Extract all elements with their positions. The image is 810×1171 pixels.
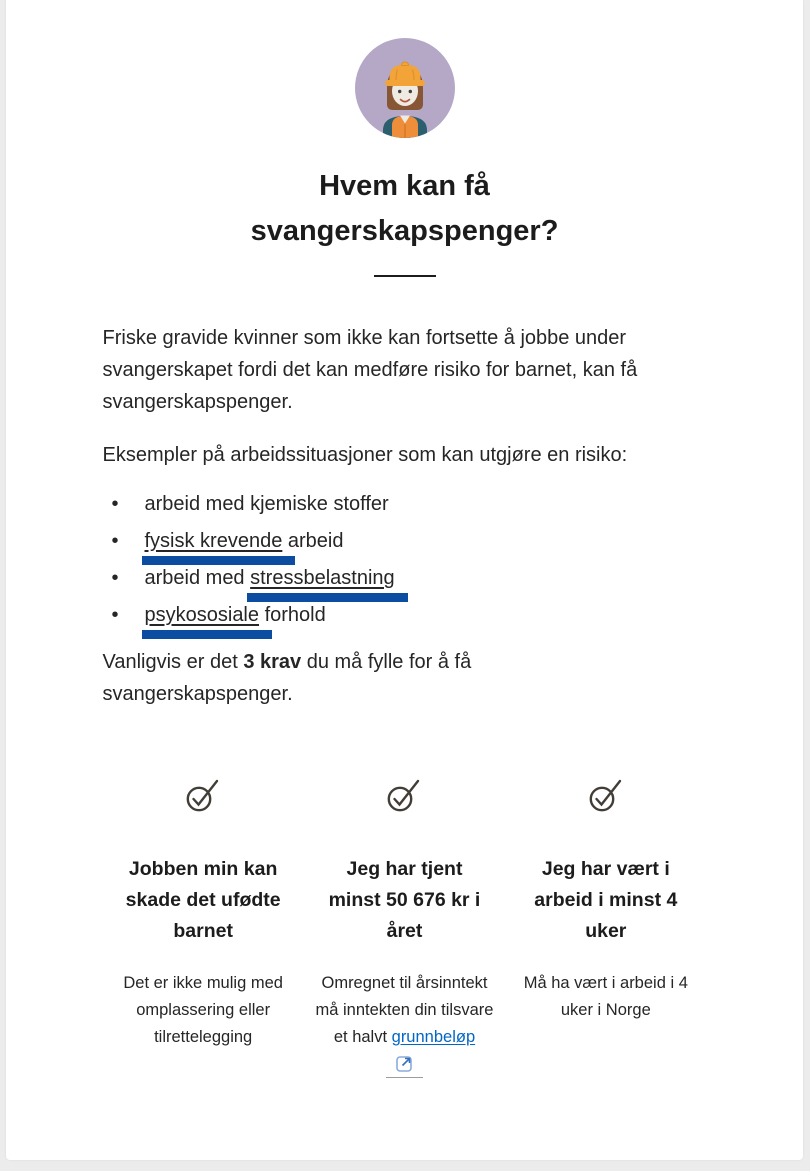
requirement-title: Jobben min kan skade det ufødte barnet	[125, 858, 281, 942]
title-divider	[374, 275, 436, 277]
page-title: Hvem kan få svangerskapspenger?	[250, 170, 559, 247]
list-item	[103, 601, 707, 630]
requirements-count: 3 krav	[243, 651, 302, 673]
check-circle-icon	[185, 776, 221, 814]
grunnbelop-link-icon-line[interactable]	[386, 1051, 423, 1078]
requirements-intro-text: Vanligvis er det	[102, 651, 244, 673]
external-link-icon[interactable]	[394, 1053, 415, 1074]
requirement-card-work-weeks	[505, 776, 706, 1087]
check-circle-icon	[588, 776, 624, 814]
requirement-title: Jeg har tjent minst 50 676 kr i året	[328, 858, 481, 942]
list-item	[103, 527, 707, 556]
requirement-card-income	[304, 776, 505, 1087]
list-item-text: arbeid med kjemiske stoffer	[144, 493, 389, 515]
requirements-intro	[103, 646, 663, 710]
requirement-description	[313, 970, 495, 1087]
list-item	[103, 564, 707, 593]
list-item-text: arbeid med	[144, 567, 251, 589]
requirement-description: Må ha vært i arbeid i 4 uker i Norge	[523, 974, 688, 1019]
requirements-row	[103, 776, 707, 1087]
requirement-description-text: Omregnet til årsinntekt må inntekten din tilsvare et halvt	[315, 974, 494, 1046]
examples-paragraph: Eksempler på arbeidssituasjoner som kan utgjøre en risiko:	[102, 444, 628, 466]
requirement-title: Jeg har vært i arbeid i minst 4 uker	[534, 858, 678, 942]
annotated-term-psykososiale[interactable]: psykososiale	[144, 604, 260, 626]
requirement-description: Det er ikke mulig med omplassering eller tilrettelegging	[123, 974, 283, 1046]
list-item	[103, 490, 707, 519]
list-item-text: arbeid	[282, 530, 344, 552]
construction-worker-avatar	[355, 38, 455, 138]
content-card	[6, 0, 803, 1160]
grunnbelop-link[interactable]: grunnbeløp	[391, 1028, 476, 1046]
requirements-intro-text-tail: du må fylle for å få svangerskapspenger.	[102, 651, 472, 705]
check-circle-icon	[386, 776, 422, 814]
requirement-card-job-risk	[103, 776, 304, 1087]
annotated-term-fysisk-krevende[interactable]: fysisk krevende	[144, 530, 283, 552]
intro-paragraph: Friske gravide kvinner som ikke kan fortsette å jobbe under svangerskapet fordi det kan medføre risiko for barnet, kan få svangerskapspenger.	[102, 327, 638, 413]
risk-examples-list	[103, 490, 707, 630]
article-body	[103, 322, 707, 1087]
annotated-term-stressbelastning[interactable]: stressbelastning	[250, 567, 395, 589]
list-item-text: forhold	[259, 604, 326, 626]
